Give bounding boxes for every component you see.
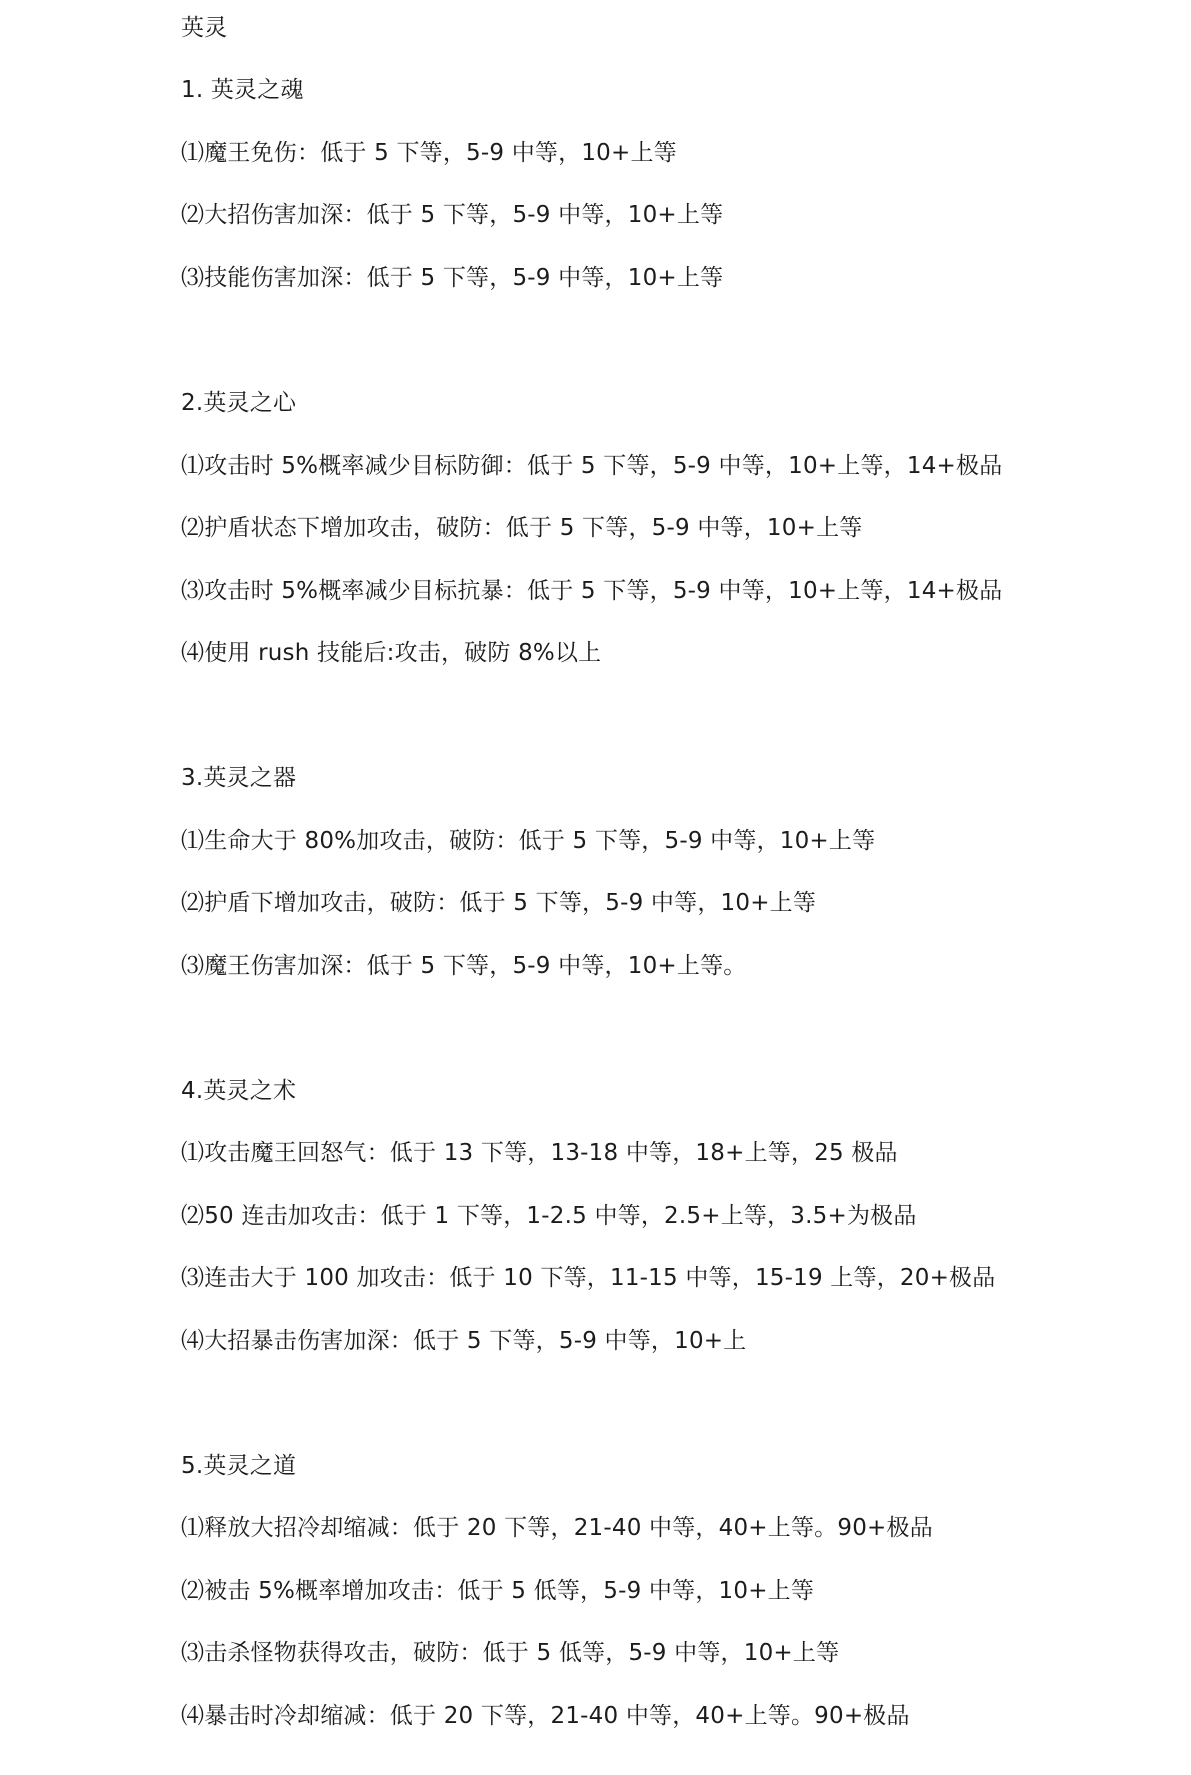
list-item: ⑴生命大于 80%加攻击，破防：低于 5 下等，5-9 中等，10+上等 [181, 828, 876, 854]
list-item: ⑷暴击时冷却缩减：低于 20 下等，21-40 中等，40+上等。90+极品 [181, 1703, 910, 1729]
list-item: ⑶攻击时 5%概率减少目标抗暴：低于 5 下等，5-9 中等，10+上等，14+极品 [181, 578, 1003, 604]
list-item: ⑶技能伤害加深：低于 5 下等，5-9 中等，10+上等 [181, 265, 724, 291]
list-item: ⑴攻击时 5%概率减少目标防御：低于 5 下等，5-9 中等，10+上等，14+极品 [181, 453, 1003, 479]
list-item: ⑵大招伤害加深：低于 5 下等，5-9 中等，10+上等 [181, 202, 724, 228]
list-item: ⑷大招暴击伤害加深：低于 5 下等，5-9 中等，10+上 [181, 1328, 747, 1354]
section-heading: 4.英灵之术 [181, 1078, 297, 1104]
list-item: ⑵被击 5%概率增加攻击：低于 5 低等，5-9 中等，10+上等 [181, 1578, 815, 1604]
list-item: ⑴魔王免伤：低于 5 下等，5-9 中等，10+上等 [181, 140, 677, 166]
list-item: ⑴攻击魔王回怒气：低于 13 下等，13-18 中等，18+上等，25 极品 [181, 1140, 898, 1166]
list-item: ⑶击杀怪物获得攻击，破防：低于 5 低等，5-9 中等，10+上等 [181, 1640, 840, 1666]
section-heading: 3.英灵之器 [181, 765, 297, 791]
list-item: ⑴释放大招冷却缩减：低于 20 下等，21-40 中等，40+上等。90+极品 [181, 1515, 933, 1541]
list-item: ⑵护盾下增加攻击，破防：低于 5 下等，5-9 中等，10+上等 [181, 890, 817, 916]
list-item: ⑶魔王伤害加深：低于 5 下等，5-9 中等，10+上等。 [181, 953, 747, 979]
list-item: ⑷使用 rush 技能后:攻击，破防 8%以上 [181, 640, 602, 666]
list-item: ⑵50 连击加攻击：低于 1 下等，1-2.5 中等，2.5+上等，3.5+为极品 [181, 1203, 917, 1229]
section-heading: 2.英灵之心 [181, 390, 297, 416]
section-heading: 1. 英灵之魂 [181, 77, 304, 103]
list-item: ⑶连击大于 100 加攻击：低于 10 下等，11-15 中等，15-19 上等，20+极品 [181, 1265, 996, 1291]
list-item: ⑵护盾状态下增加攻击，破防：低于 5 下等，5-9 中等，10+上等 [181, 515, 863, 541]
document-title: 英灵 [181, 15, 228, 41]
section-heading: 5.英灵之道 [181, 1453, 297, 1479]
